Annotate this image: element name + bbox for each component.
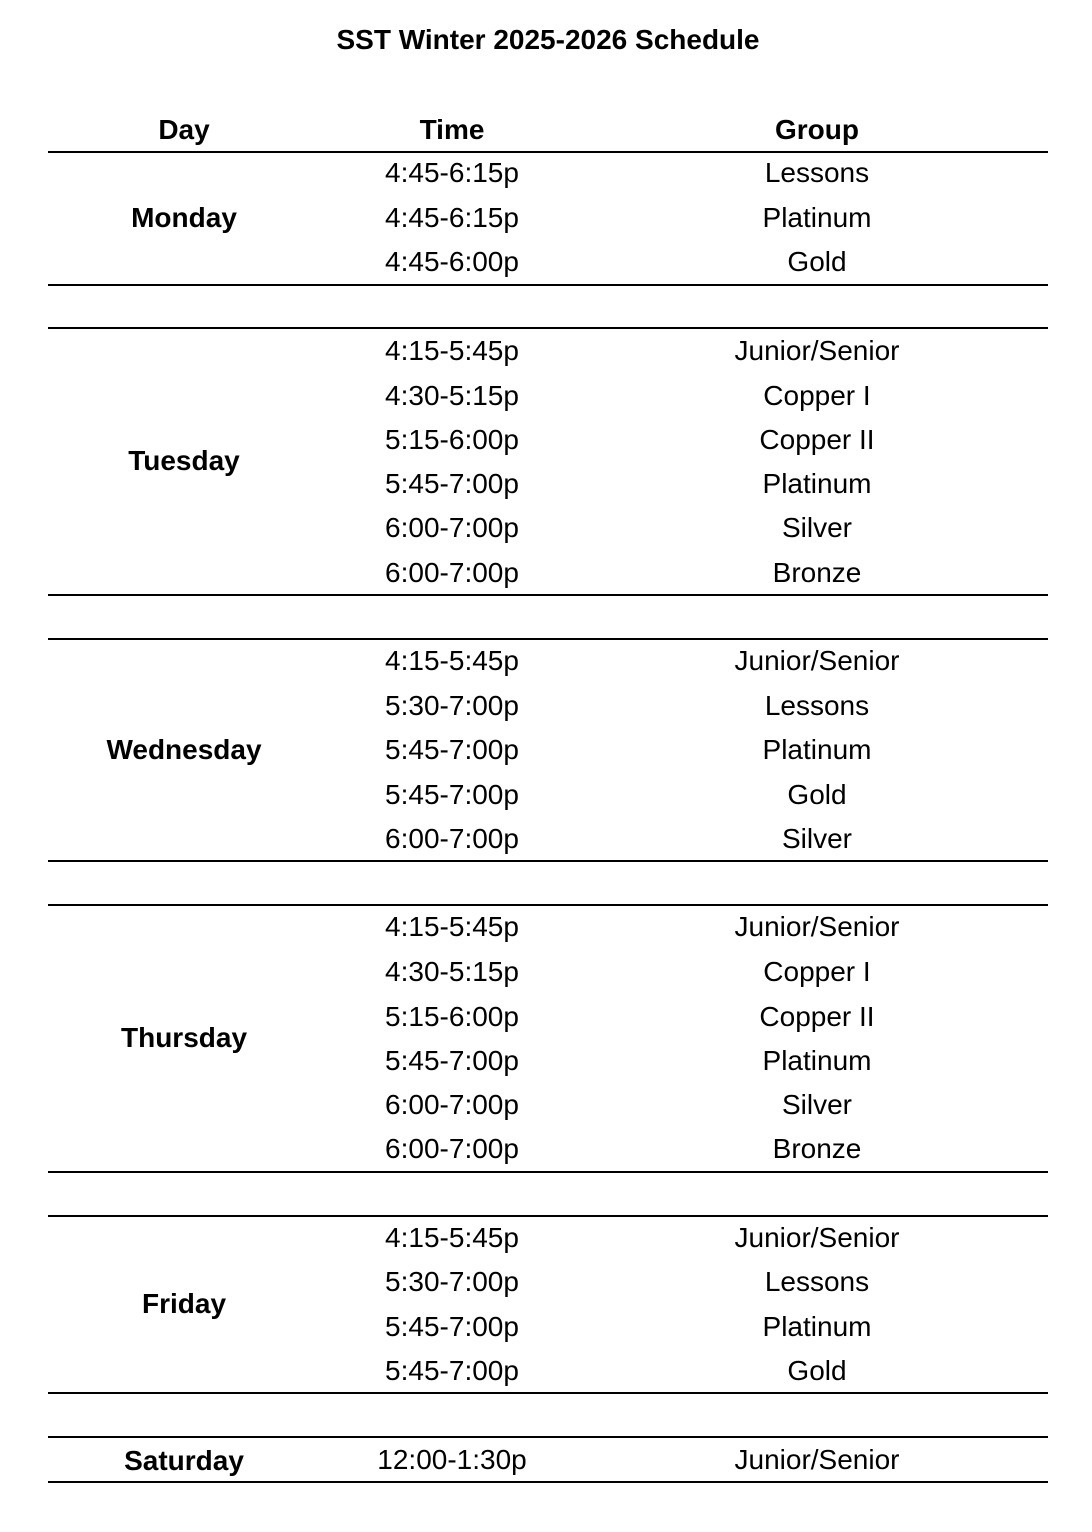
schedule-group: Silver — [781, 1089, 852, 1120]
schedule-group: Junior/Senior — [734, 335, 900, 366]
schedule-group: Junior/Senior — [734, 645, 900, 676]
schedule-group: Gold — [787, 246, 847, 277]
schedule-time: 5:45-7:00p — [385, 468, 519, 499]
schedule-group: Silver — [781, 823, 852, 854]
schedule-group: Gold — [787, 779, 847, 810]
day-label-saturday: Saturday — [124, 1445, 244, 1476]
schedule-time: 4:45-6:00p — [385, 246, 519, 277]
schedule-group: Copper I — [763, 380, 871, 411]
schedule-time: 5:30-7:00p — [385, 690, 519, 721]
schedule-time: 4:15-5:45p — [385, 1222, 519, 1253]
schedule-group: Lessons — [764, 1266, 870, 1297]
schedule-time: 4:45-6:15p — [385, 202, 519, 233]
schedule-group: Junior/Senior — [734, 1222, 900, 1253]
schedule-group: Bronze — [772, 557, 862, 588]
schedule-group: Silver — [781, 512, 852, 543]
schedule-group: Copper II — [759, 1001, 875, 1032]
section-divider — [48, 594, 1048, 596]
schedule-time: 4:30-5:15p — [385, 956, 519, 987]
schedule-time: 6:00-7:00p — [385, 512, 519, 543]
section-divider — [48, 860, 1048, 862]
section-divider — [48, 638, 1048, 640]
schedule-group: Platinum — [762, 1045, 872, 1076]
section-divider — [48, 1436, 1048, 1438]
header-day: Day — [158, 114, 210, 145]
schedule-group: Platinum — [762, 468, 872, 499]
schedule-time: 12:00-1:30p — [377, 1444, 527, 1475]
schedule-time: 5:45-7:00p — [385, 779, 519, 810]
schedule-group: Bronze — [772, 1133, 862, 1164]
page-title: SST Winter 2025-2026 Schedule — [336, 24, 760, 55]
schedule-group: Copper I — [763, 956, 871, 987]
day-label-monday: Monday — [131, 202, 237, 233]
schedule-group: Lessons — [764, 157, 870, 188]
header-group: Group — [775, 114, 859, 145]
section-divider — [48, 904, 1048, 906]
schedule-time: 4:15-5:45p — [385, 911, 519, 942]
schedule-group: Lessons — [764, 690, 870, 721]
header-time: Time — [419, 114, 485, 145]
schedule-time: 5:30-7:00p — [385, 1266, 519, 1297]
section-divider — [48, 1215, 1048, 1217]
section-divider — [48, 1481, 1048, 1483]
schedule-time: 4:15-5:45p — [385, 645, 519, 676]
section-divider — [48, 284, 1048, 286]
schedule-group: Gold — [787, 1355, 847, 1386]
day-label-tuesday: Tuesday — [128, 445, 240, 476]
schedule-time: 5:45-7:00p — [385, 1045, 519, 1076]
schedule-time: 4:45-6:15p — [385, 157, 519, 188]
day-label-friday: Friday — [141, 1288, 227, 1319]
day-label-thursday: Thursday — [120, 1022, 248, 1053]
day-label-wednesday: Wednesday — [106, 734, 262, 765]
schedule-group: Copper II — [759, 424, 875, 455]
schedule-time: 5:45-7:00p — [385, 1311, 519, 1342]
schedule-time: 4:15-5:45p — [385, 335, 519, 366]
schedule-time: 6:00-7:00p — [385, 557, 519, 588]
schedule-group: Junior/Senior — [734, 911, 900, 942]
schedule-time: 6:00-7:00p — [385, 1089, 519, 1120]
schedule-time: 5:15-6:00p — [385, 1001, 519, 1032]
schedule-group: Platinum — [762, 734, 872, 765]
schedule-group: Platinum — [762, 202, 872, 233]
schedule-group: Platinum — [762, 1311, 872, 1342]
schedule-time: 6:00-7:00p — [385, 823, 519, 854]
schedule-time: 6:00-7:00p — [385, 1133, 519, 1164]
schedule-time: 5:15-6:00p — [385, 424, 519, 455]
schedule-time: 5:45-7:00p — [385, 734, 519, 765]
schedule-time: 5:45-7:00p — [385, 1355, 519, 1386]
schedule-group: Junior/Senior — [734, 1444, 900, 1475]
section-divider — [48, 327, 1048, 329]
schedule-time: 4:30-5:15p — [385, 380, 519, 411]
section-divider — [48, 1171, 1048, 1173]
section-divider — [48, 1392, 1048, 1394]
